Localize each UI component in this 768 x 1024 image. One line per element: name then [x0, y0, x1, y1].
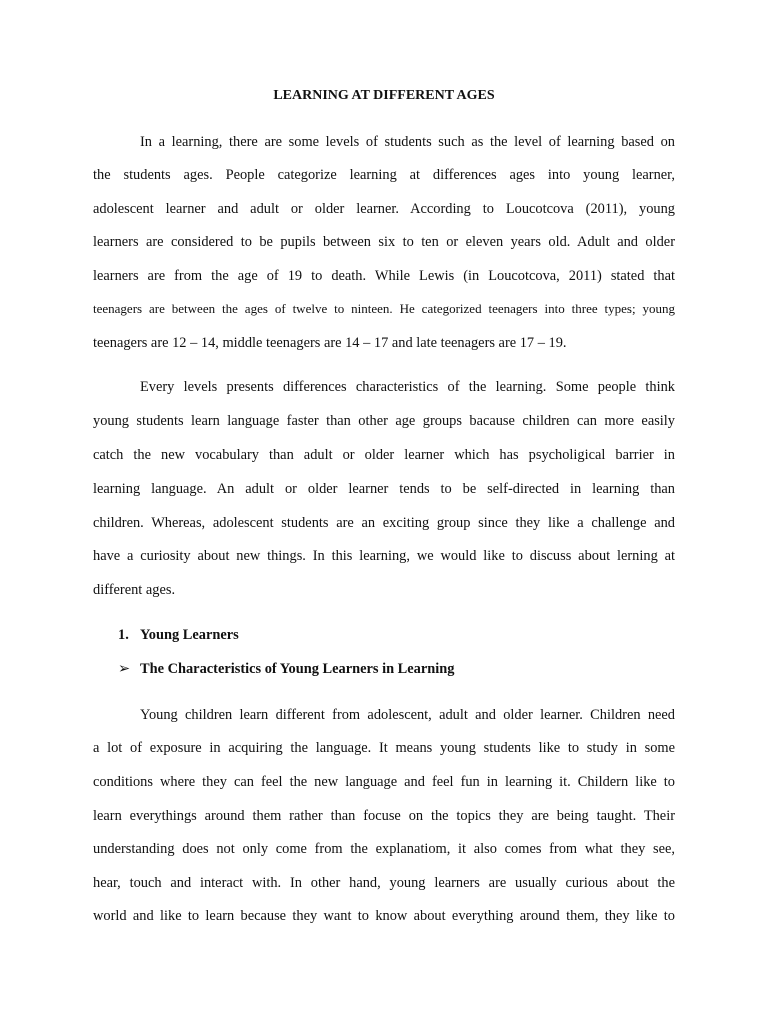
paragraph-3-line: a lot of exposure in acquiring the language. It means young students like to study in some — [93, 740, 675, 756]
paragraph-1-line: teenagers are 12 – 14, middle teenagers are 14 – 17 and late teenagers are 17 – 19. — [93, 335, 567, 351]
section-number: 1. — [118, 627, 129, 643]
paragraph-2-line: learning language. An adult or older learner tends to be self-directed in learning than — [93, 481, 675, 497]
paragraph-1-line: learners are considered to be pupils between six to ten or eleven years old. Adult and older — [93, 234, 675, 250]
paragraph-3-line: understanding does not only come from the explanatiom, it also comes from what they see, — [93, 841, 675, 857]
section-heading-young-learners — [118, 625, 239, 645]
arrow-bullet-icon: ➢ — [118, 661, 131, 677]
document-title: LEARNING AT DIFFERENT AGES — [273, 88, 495, 103]
paragraph-1-line: teenagers are between the ages of twelve to ninteen. He categorized teenagers into three types; young — [93, 301, 675, 316]
paragraph-3-line: conditions where they can feel the new language and feel fun in learning it. Childern like to — [93, 774, 675, 790]
paragraph-2-line: different ages. — [93, 582, 176, 598]
paragraph-1-line: adolescent learner and adult or older learner. According to Loucotcova (2011), young — [93, 201, 675, 217]
subsection-heading-characteristics — [118, 659, 454, 679]
paragraph-3-line: Young children learn different from adolescent, adult and older learner. Children need — [140, 707, 675, 723]
paragraph-3-line: world and like to learn because they want to know about everything around them, they like to — [93, 908, 675, 924]
paragraph-1-line: learners are from the age of 19 to death. While Lewis (in Loucotcova, 2011) stated that — [93, 268, 675, 284]
paragraph-2-line: children. Whereas, adolescent students are an exciting group since they like a challenge and — [93, 515, 675, 531]
paragraph-1-line: the students ages. People categorize learning at differences ages into young learner, — [93, 167, 675, 183]
subsection-heading-text: The Characteristics of Young Learners in Learning — [140, 661, 455, 677]
paragraph-3-line: hear, touch and interact with. In other hand, young learners are usually curious about the — [93, 875, 675, 891]
paragraph-2-line: young students learn language faster than other age groups bacause children can more easily — [93, 413, 675, 429]
paragraph-1-line: In a learning, there are some levels of students such as the level of learning based on — [140, 134, 675, 150]
paragraph-2-line: catch the new vocabulary than adult or older learner which has psycholigical barrier in — [93, 447, 675, 463]
paragraph-3-line: learn everythings around them rather than focuse on the topics they are being taught. Their — [93, 808, 675, 824]
paragraph-2-line: have a curiosity about new things. In this learning, we would like to discuss about lerning at — [93, 548, 675, 564]
paragraph-2-line: Every levels presents differences characteristics of the learning. Some people think — [140, 379, 675, 395]
section-heading-text: Young Learners — [140, 627, 239, 643]
